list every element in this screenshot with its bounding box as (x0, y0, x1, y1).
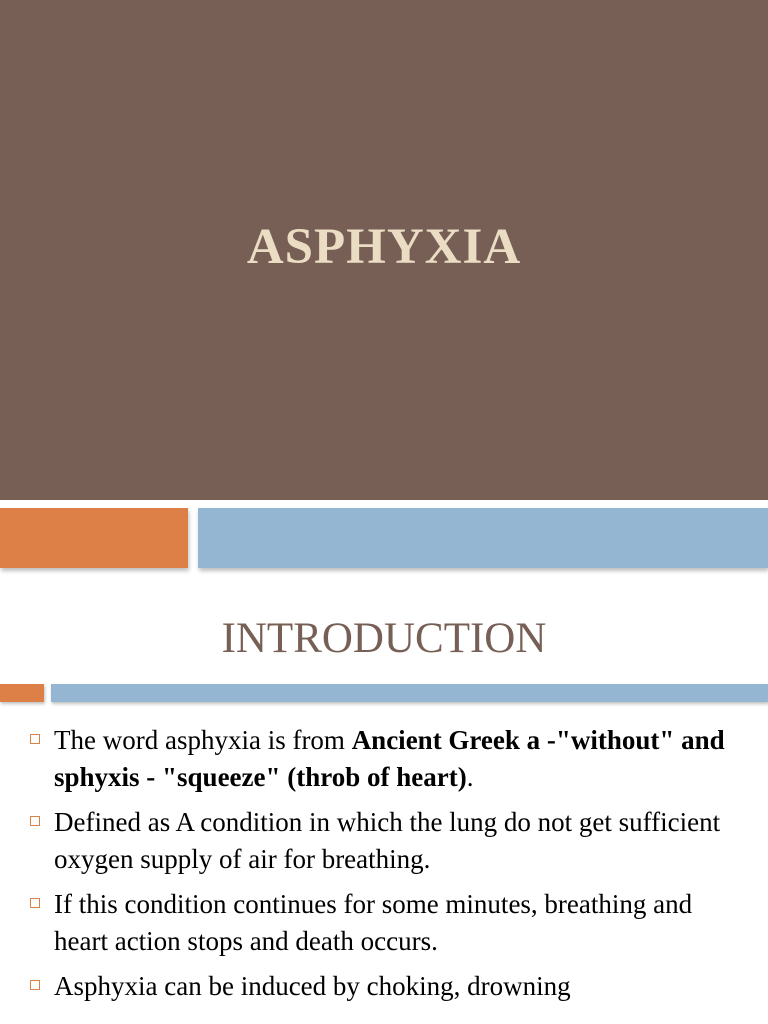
bullet-item (0, 968, 768, 1005)
square-bullet-icon (30, 734, 40, 744)
bullet-text: If this condition continues for some minutes, breathing and heart action stops and death occurs. (54, 889, 693, 956)
bullet-text-end: . (466, 762, 474, 792)
bullet-text: Asphyxia can be induced by choking, drowning (54, 971, 571, 1001)
accent-bar-blue (198, 508, 768, 568)
square-bullet-icon (30, 980, 40, 990)
bullet-item (0, 722, 768, 796)
slide-title: ASPHYXIA (246, 219, 522, 275)
square-bullet-icon (30, 898, 40, 908)
content-heading: INTRODUCTION (221, 615, 547, 662)
bullet-item (0, 804, 768, 878)
bullet-bold-text: Ancient Greek a -"without" and sphyxis - "squeeze" (throb of heart) (54, 725, 725, 792)
title-slide (0, 0, 768, 500)
square-bullet-icon (30, 816, 40, 826)
divider-bar-blue (51, 684, 768, 702)
bullet-list (0, 722, 768, 1013)
divider-bar-orange (0, 684, 44, 702)
accent-bar-orange (0, 508, 188, 568)
bullet-text: Defined as A condition in which the lung do not get sufficient oxygen supply of air for breathing. (54, 807, 721, 874)
bullet-text: The word asphyxia is from (54, 725, 352, 755)
bullet-item (0, 886, 768, 960)
